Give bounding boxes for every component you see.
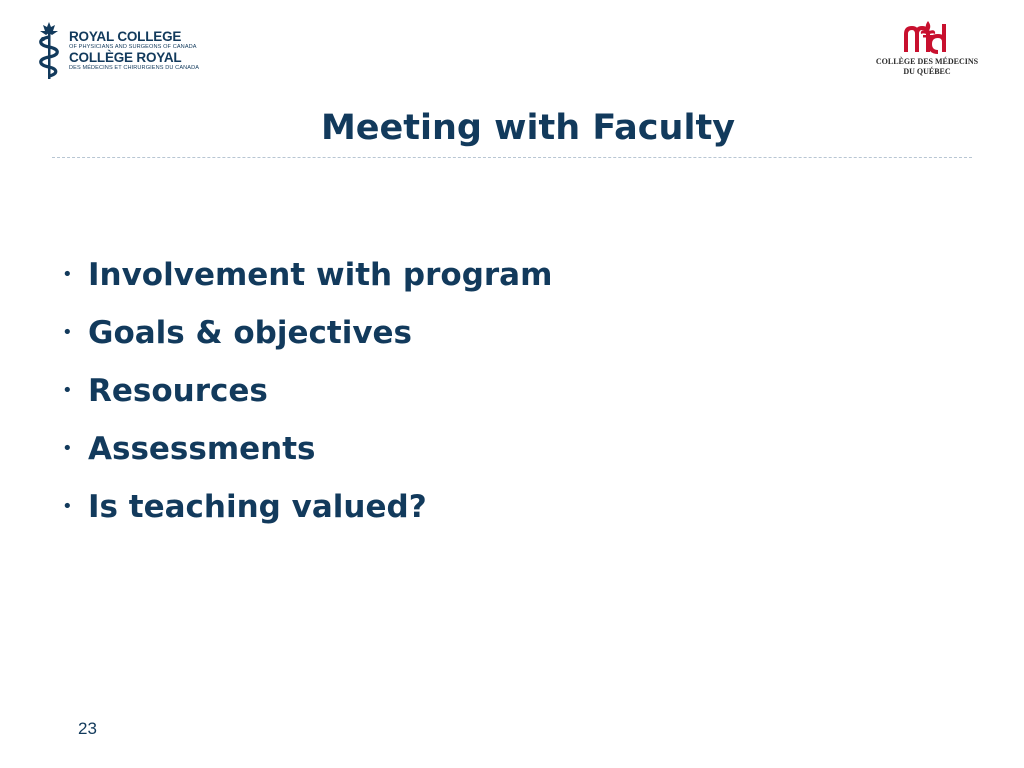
bullet-text: Involvement with program	[88, 257, 553, 293]
cmq-name-line1: COLLÈGE DES MÉDECINS	[875, 57, 979, 66]
bullet-icon: •	[62, 496, 73, 517]
bullet-list	[62, 246, 552, 536]
cmq-logo	[868, 20, 986, 82]
bullet-text: Is teaching valued?	[88, 489, 427, 525]
list-item	[62, 478, 552, 536]
list-item	[62, 420, 552, 478]
bullet-icon: •	[62, 380, 73, 401]
list-item	[62, 304, 552, 362]
bullet-text: Assessments	[88, 431, 316, 467]
page-number: 23	[78, 719, 97, 738]
rc-name-fr: COLLÈGE ROYAL	[69, 50, 182, 65]
rc-name-en: ROYAL COLLEGE	[69, 29, 182, 44]
royal-college-logo	[34, 21, 200, 81]
bullet-icon: •	[62, 322, 73, 343]
fleur-de-lis-icon	[904, 20, 952, 54]
rc-subtitle-fr: DES MÉDECINS ET CHIRURGIENS DU CANADA	[69, 65, 200, 71]
bullet-text: Resources	[88, 373, 268, 409]
list-item	[62, 362, 552, 420]
cmq-name-line2: DU QUÉBEC	[903, 67, 951, 76]
title-divider	[52, 157, 972, 158]
slide-title: Meeting with Faculty	[320, 108, 736, 148]
rc-subtitle-en: OF PHYSICIANS AND SURGEONS OF CANADA	[69, 44, 197, 50]
bullet-icon: •	[62, 264, 73, 285]
bullet-icon: •	[62, 438, 73, 459]
list-item	[62, 246, 552, 304]
bullet-text: Goals & objectives	[88, 315, 413, 351]
caduceus-icon	[34, 21, 64, 81]
